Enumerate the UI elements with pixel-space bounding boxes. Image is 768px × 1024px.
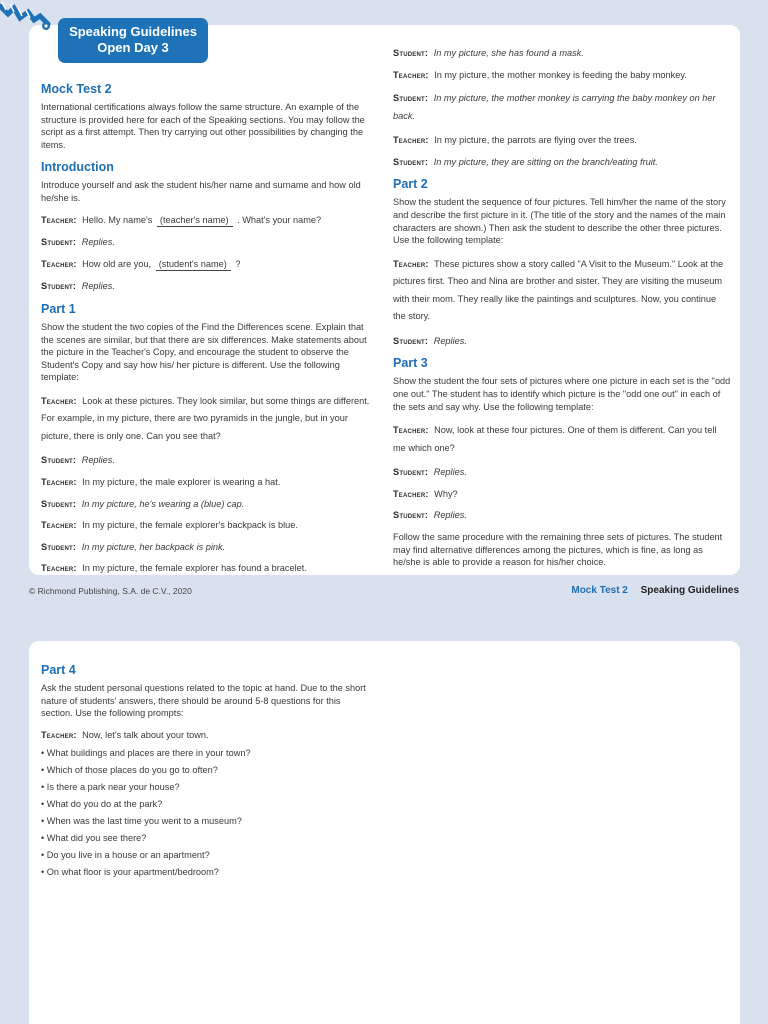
part-3-closing: Follow the same procedure with the remaining three sets of pictures. The student may find alternative differences among the pictures, which is fine, as long as he/she is able to provide a reason for his/her choice.	[393, 531, 723, 568]
dialogue-line	[41, 476, 371, 489]
list-item: • Do you live in a house or an apartment?	[41, 847, 371, 864]
speaker-student: Student:	[393, 467, 429, 478]
dialogue-line	[393, 156, 731, 169]
speaker-teacher: Teacher:	[393, 488, 429, 499]
part-4-body: Ask the student personal questions related to the topic at hand. Due to the short nature of students' answers, there should be around 5-8 questions for this section. Use the following prompts:	[41, 683, 366, 719]
dialogue-text: Now, look at these four pictures. One of them is different. Can you tell me which one?	[393, 425, 717, 453]
introduction-heading: Introduction	[41, 160, 114, 175]
part-1-heading: Part 1	[41, 301, 76, 316]
dialogue-line	[41, 519, 371, 532]
dialogue-text: Replies.	[433, 510, 467, 521]
speaker-student: Student:	[41, 498, 77, 509]
dialogue-line	[393, 47, 731, 60]
speaker-student: Student:	[393, 93, 429, 104]
speaker-teacher: Teacher:	[41, 729, 77, 740]
list-item: • What do you do at the park?	[41, 796, 371, 813]
speaker-student: Student:	[393, 510, 429, 521]
list-item: • Is there a park near your house?	[41, 779, 371, 796]
dialogue-line	[41, 393, 371, 446]
dialogue-text: ?	[235, 258, 241, 269]
speaker-student: Student:	[393, 48, 429, 58]
speaker-teacher: Teacher:	[41, 395, 77, 406]
part-1-body: Show the student the two copies of the Find the Differences scene. Explain that the scenes are similar, but that there are six differences. Make statements about the picture in the Teacher's Copy, and encourage the student to observe the Student's Copy and say how his/ her picture is different. Use the following template:	[41, 321, 367, 383]
dialogue-text: Look at these pictures. They look similar, but some things are different. For example, in my picture, there are two pyramids in the jungle, but in your picture, there is only one. Can you see that?	[41, 395, 370, 441]
speaker-teacher: Teacher:	[393, 135, 429, 146]
dialogue-text: These pictures show a story called "A Visit to the Museum." Look at the pictures first. Theo and Nina are brother and sister. They are visiting the museum with their mom. They really like the paintings and sculptures. Now, you continue the story.	[393, 258, 724, 322]
speaker-teacher: Teacher:	[41, 258, 77, 269]
footer-section-name: Speaking Guidelines	[640, 585, 739, 596]
dialogue-line	[41, 562, 371, 575]
dialogue-text: Replies.	[81, 455, 115, 466]
running-footer	[571, 585, 739, 596]
dialogue-line	[393, 90, 731, 125]
speaker-student: Student:	[41, 281, 77, 292]
dialogue-line	[393, 335, 731, 348]
dialogue-text: In my picture, she has found a mask.	[433, 48, 584, 58]
right-column	[393, 47, 731, 569]
speaker-teacher: Teacher:	[393, 425, 429, 436]
dialogue-line	[41, 280, 371, 293]
speaker-teacher: Teacher:	[41, 477, 77, 487]
header-title: Speaking Guidelines	[69, 24, 197, 39]
dialogue-line	[393, 466, 731, 479]
dialogue-text: In my picture, the mother monkey is carrying the baby monkey on her back.	[393, 93, 716, 121]
dialogue-text: In my picture, the female explorer has found a bracelet.	[82, 563, 307, 574]
dialogue-text: Replies.	[81, 237, 115, 248]
part-4-column	[41, 663, 371, 881]
part-3-heading: Part 3	[393, 356, 428, 371]
dialogue-text: Now, let's talk about your town.	[82, 729, 209, 740]
speaker-student: Student:	[41, 237, 77, 248]
dialogue-text: Replies.	[81, 281, 115, 292]
mock-test-heading: Mock Test 2	[41, 82, 112, 96]
dialogue-line	[41, 258, 371, 272]
list-item: • Which of those places do you go to often?	[41, 762, 371, 779]
part-2-body: Show the student the sequence of four pictures. Tell him/her the name of the story and describe the first picture in it. (The title of the story and the names of the main characters are shown.) Then ask the student to describe the other three pictures. Use the following template:	[393, 197, 726, 246]
dialogue-text: In my picture, the female explorer's backpack is blue.	[82, 520, 298, 531]
speaker-student: Student:	[393, 335, 429, 346]
dialogue-line	[393, 134, 731, 147]
header-badge	[58, 18, 208, 63]
list-item: • What buildings and places are there in your town?	[41, 745, 371, 762]
part-4-heading: Part 4	[41, 663, 76, 677]
left-column	[41, 82, 371, 575]
speaker-teacher: Teacher:	[393, 69, 429, 80]
fill-in-blank: (student's name)	[156, 258, 231, 272]
speaker-student: Student:	[393, 156, 429, 167]
introduction-body: Introduce yourself and ask the student his/her name and surname and how old he/she is.	[41, 180, 361, 203]
copyright: © Richmond Publishing, S.A. de C.V., 2020	[29, 586, 192, 596]
ribbon-decoration-icon	[0, 0, 60, 36]
dialogue-text: . What's your name?	[237, 214, 322, 225]
dialogue-text: In my picture, her backpack is pink.	[81, 541, 226, 552]
dialogue-text: How old are you,	[82, 258, 152, 269]
dialogue-line	[41, 454, 371, 467]
dialogue-line	[41, 541, 371, 554]
list-item: • When was the last time you went to a museum?	[41, 813, 371, 830]
part-2-heading: Part 2	[393, 177, 428, 192]
list-item: • What did you see there?	[41, 830, 371, 847]
dialogue-line	[41, 214, 371, 228]
dialogue-text: In my picture, the mother monkey is feeding the baby monkey.	[434, 69, 687, 80]
mock-test-intro: International certifications always follow the same structure. An example of the structure is provided here for each of the Speaking sections. You may follow the script as a first attempt. Then try carrying out other possibilities by changing the items.	[41, 102, 365, 150]
dialogue-line	[393, 256, 731, 326]
dialogue-line	[393, 509, 731, 522]
dialogue-text: Hello. My name's	[82, 214, 153, 225]
dialogue-line	[393, 488, 731, 501]
header-subtitle: Open Day 3	[97, 40, 169, 55]
dialogue-line	[393, 422, 731, 457]
speaker-teacher: Teacher:	[393, 258, 429, 269]
speaker-teacher: Teacher:	[41, 520, 77, 531]
speaker-teacher: Teacher:	[41, 214, 77, 225]
dialogue-line	[41, 236, 371, 249]
speaker-student: Student:	[41, 541, 77, 552]
speaker-student: Student:	[41, 455, 77, 466]
dialogue-text: In my picture, he's wearing a (blue) cap.	[81, 498, 245, 509]
dialogue-text: Replies.	[433, 467, 467, 478]
dialogue-line	[41, 498, 371, 511]
fill-in-blank: (teacher's name)	[157, 214, 233, 228]
dialogue-text: In my picture, the male explorer is wearing a hat.	[82, 477, 281, 487]
dialogue-text: Why?	[434, 488, 458, 499]
dialogue-text: In my picture, the parrots are flying over the trees.	[434, 135, 637, 146]
footer-test-name: Mock Test 2	[571, 585, 628, 596]
list-item: • On what floor is your apartment/bedroom?	[41, 864, 371, 881]
dialogue-line	[393, 69, 731, 82]
prompt-list	[41, 745, 371, 880]
dialogue-line	[41, 729, 371, 742]
part-3-body: Show the student the four sets of pictures where one picture in each set is the "odd one out." The student has to identify which picture is the "odd one out" in each of the sets and say why. Use the following template:	[393, 376, 731, 412]
dialogue-text: Replies.	[433, 335, 467, 346]
dialogue-text: In my picture, they are sitting on the branch/eating fruit.	[433, 156, 658, 167]
speaker-teacher: Teacher:	[41, 563, 77, 574]
